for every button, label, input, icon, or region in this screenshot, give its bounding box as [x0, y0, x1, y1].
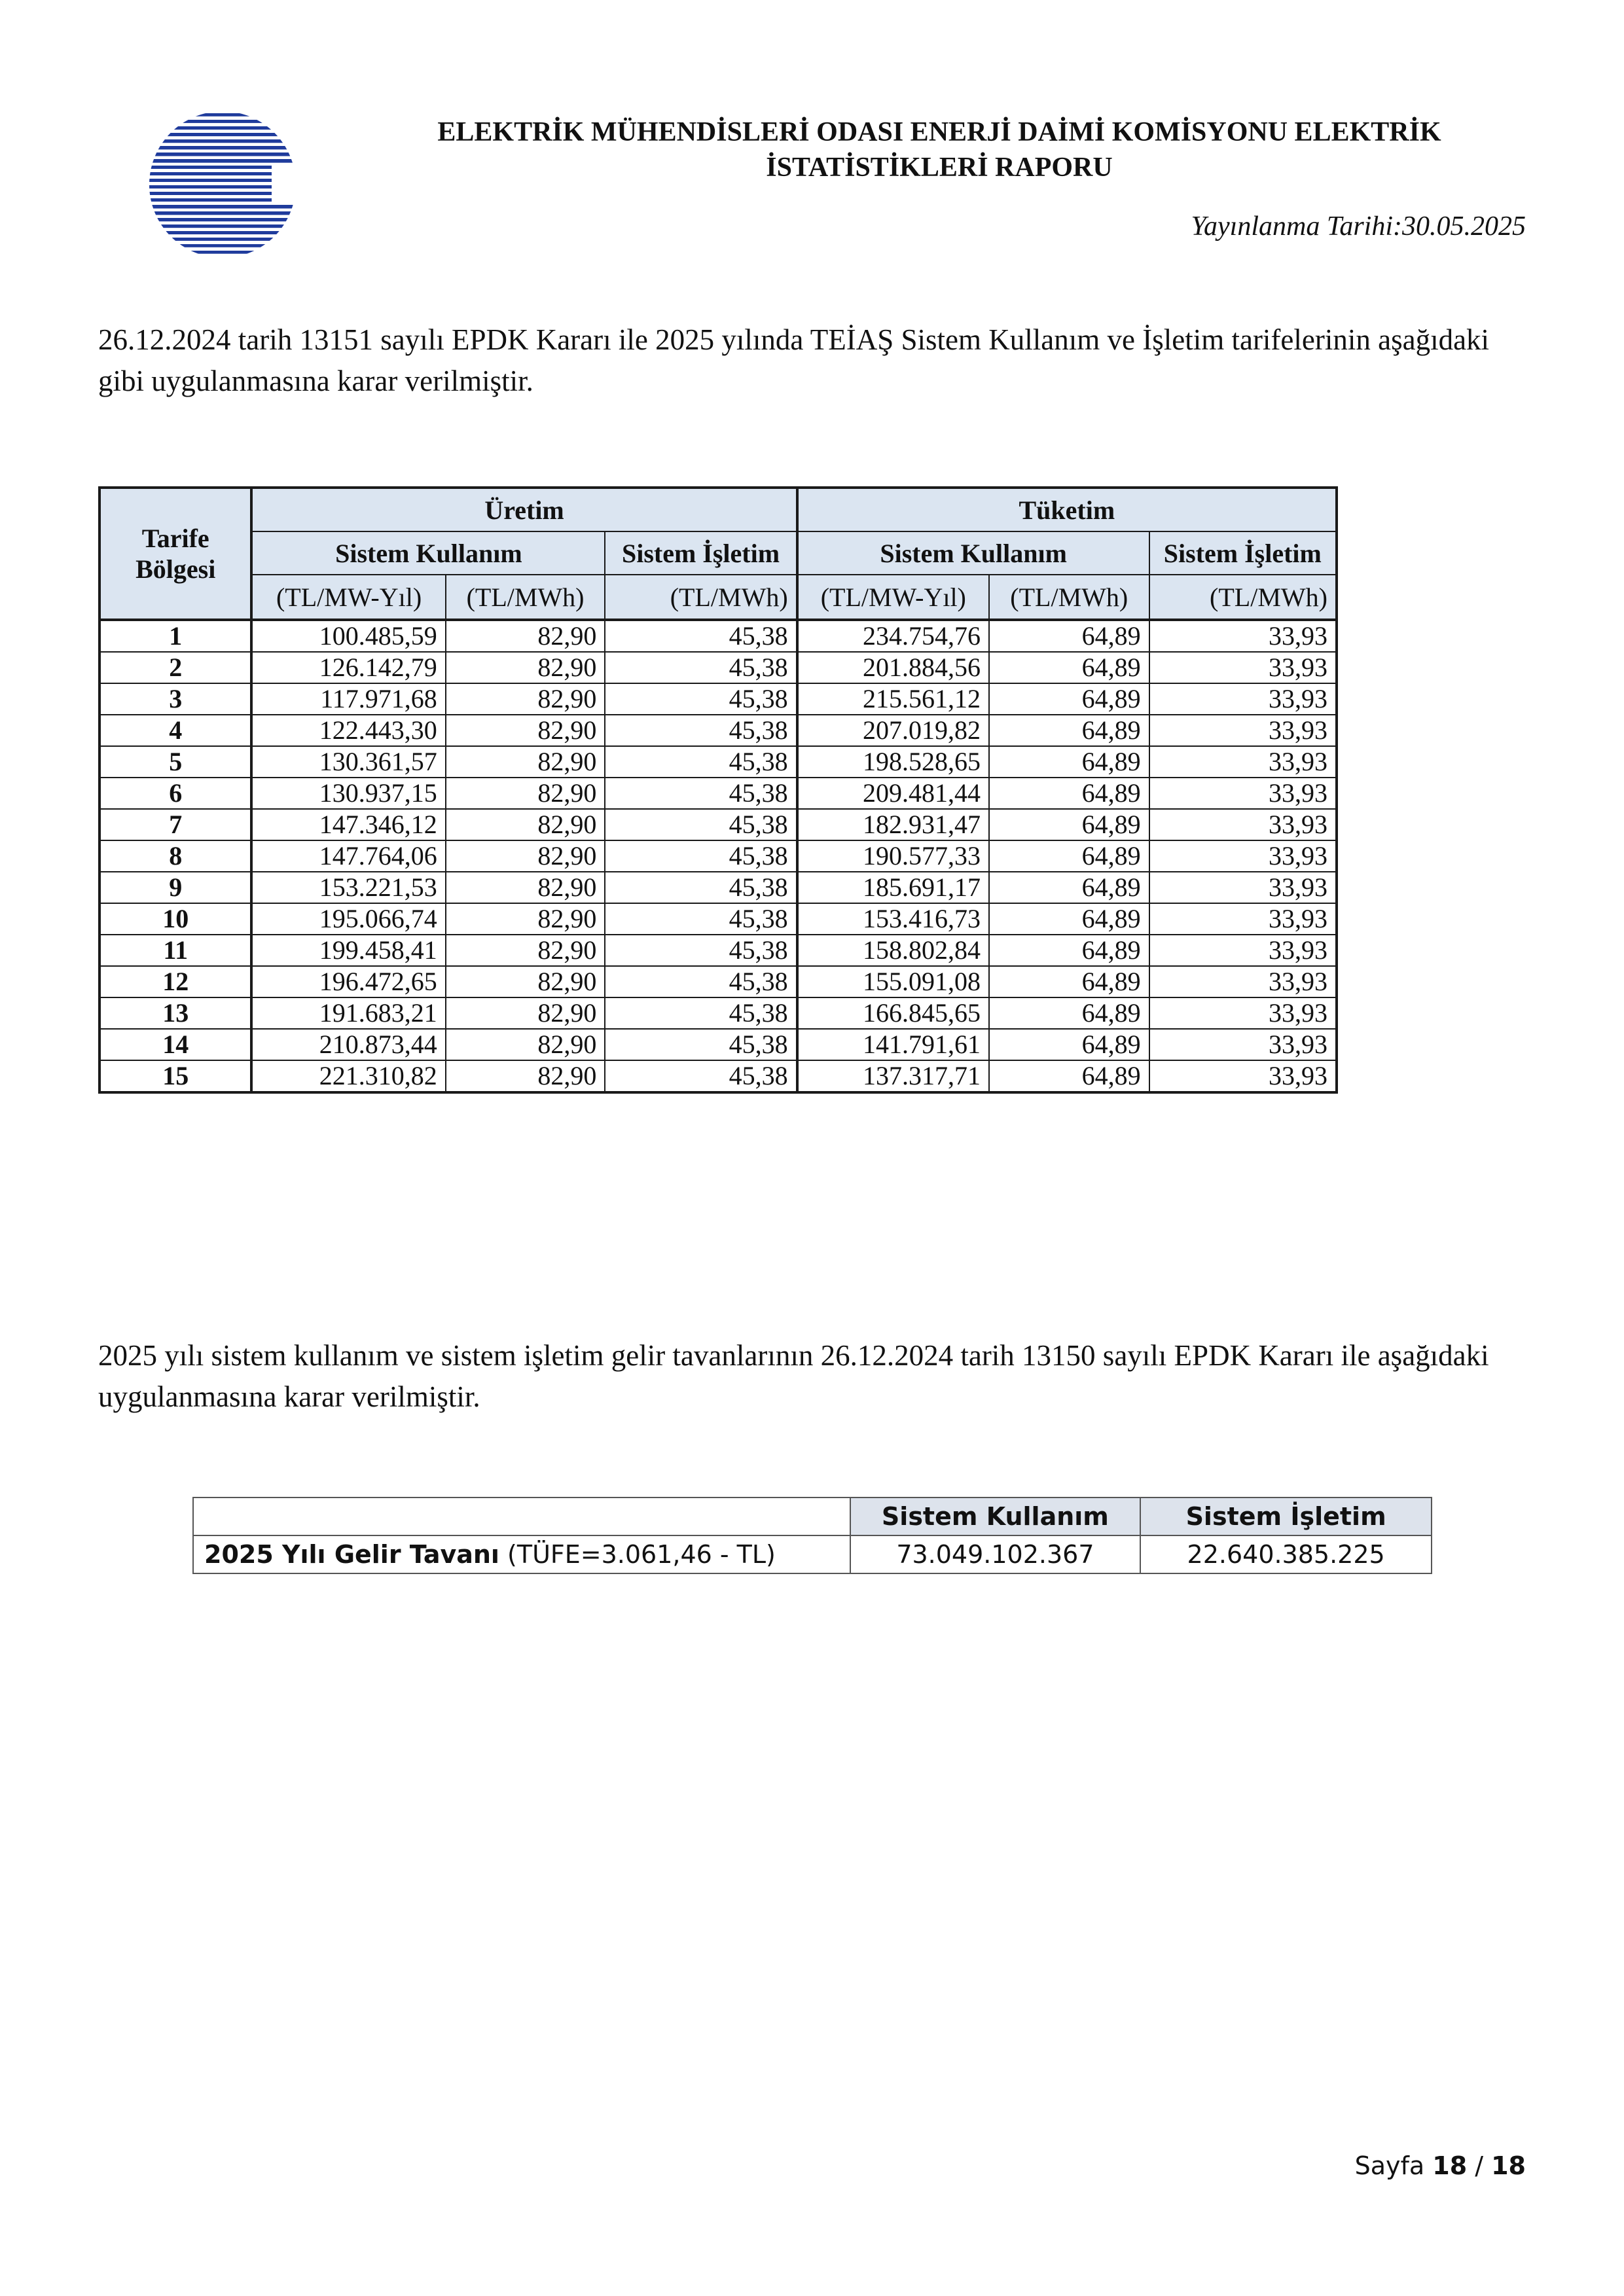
production-operation-cell: 45,38 — [605, 966, 797, 997]
region-cell: 15 — [99, 1060, 251, 1092]
consumption-usage-mw-cell: 207.019,82 — [797, 715, 989, 746]
production-usage-mwh-cell: 82,90 — [446, 715, 605, 746]
region-cell: 6 — [99, 778, 251, 809]
logo-stripe — [118, 146, 327, 149]
production-usage-mw-cell: 100.485,59 — [251, 620, 445, 652]
production-usage-mw-cell: 196.472,65 — [251, 966, 445, 997]
production-usage-mwh-cell: 82,90 — [446, 1060, 605, 1092]
unit-header: (TL/MW-Yıl) — [251, 575, 445, 620]
consumption-usage-mwh-cell: 64,89 — [989, 966, 1149, 997]
production-usage-mw-cell: 122.443,30 — [251, 715, 445, 746]
production-usage-mwh-cell: 82,90 — [446, 935, 605, 966]
table-row — [99, 997, 1337, 1029]
consumption-usage-mwh-cell: 64,89 — [989, 683, 1149, 715]
table-row — [99, 809, 1337, 840]
region-cell: 1 — [99, 620, 251, 652]
production-usage-mw-cell: 199.458,41 — [251, 935, 445, 966]
report-title — [353, 115, 1525, 185]
table-row — [99, 778, 1337, 809]
consumption-usage-mw-cell: 185.691,17 — [797, 872, 989, 903]
revenue-usage-value: 73.049.102.367 — [850, 1535, 1141, 1573]
consumption-operation-cell: 33,93 — [1149, 683, 1337, 715]
table-row — [99, 683, 1337, 715]
consumption-usage-mw-cell: 182.931,47 — [797, 809, 989, 840]
consumption-usage-mw-cell: 215.561,12 — [797, 683, 989, 715]
region-cell: 10 — [99, 903, 251, 935]
consumption-operation-cell: 33,93 — [1149, 809, 1337, 840]
region-header — [99, 488, 251, 620]
region-cell: 12 — [99, 966, 251, 997]
region-cell: 14 — [99, 1029, 251, 1060]
unit-header: (TL/MWh) — [605, 575, 797, 620]
logo-stripe — [118, 166, 272, 169]
logo-stripe — [118, 113, 327, 117]
production-usage-mwh-cell: 82,90 — [446, 840, 605, 872]
consumption-usage-header: Sistem Kullanım — [797, 531, 1149, 575]
table-row — [99, 620, 1337, 652]
consumption-operation-cell: 33,93 — [1149, 778, 1337, 809]
consumption-usage-mw-cell: 209.481,44 — [797, 778, 989, 809]
production-operation-cell: 45,38 — [605, 1060, 797, 1092]
table-row — [99, 872, 1337, 903]
consumption-usage-mw-cell: 153.416,73 — [797, 903, 989, 935]
page-sep: / — [1467, 2151, 1492, 2180]
region-cell: 11 — [99, 935, 251, 966]
region-cell: 8 — [99, 840, 251, 872]
production-usage-mw-cell: 130.361,57 — [251, 746, 445, 778]
region-cell: 4 — [99, 715, 251, 746]
production-usage-mw-cell: 210.873,44 — [251, 1029, 445, 1060]
production-operation-cell: 45,38 — [605, 683, 797, 715]
production-usage-mwh-cell: 82,90 — [446, 778, 605, 809]
production-usage-mwh-cell: 82,90 — [446, 809, 605, 840]
logo-stripe — [118, 238, 327, 241]
production-usage-mwh-cell: 82,90 — [446, 1029, 605, 1060]
consumption-operation-cell: 33,93 — [1149, 966, 1337, 997]
region-cell: 5 — [99, 746, 251, 778]
logo-stripe — [118, 120, 327, 123]
production-operation-cell: 45,38 — [605, 746, 797, 778]
production-usage-mw-cell: 221.310,82 — [251, 1060, 445, 1092]
production-usage-mwh-cell: 82,90 — [446, 872, 605, 903]
production-usage-mwh-cell: 82,90 — [446, 903, 605, 935]
revenue-operation-header: Sistem İşletim — [1140, 1498, 1432, 1535]
production-operation-cell: 45,38 — [605, 652, 797, 683]
consumption-operation-cell: 33,93 — [1149, 872, 1337, 903]
production-operation-header: Sistem İşletim — [605, 531, 797, 575]
consumption-usage-mw-cell: 137.317,71 — [797, 1060, 989, 1092]
production-usage-mw-cell: 117.971,68 — [251, 683, 445, 715]
consumption-usage-mw-cell: 166.845,65 — [797, 997, 989, 1029]
consumption-usage-mwh-cell: 64,89 — [989, 935, 1149, 966]
revenue-operation-value: 22.640.385.225 — [1140, 1535, 1432, 1573]
report-title-line2: İSTATİSTİKLERİ RAPORU — [766, 152, 1113, 183]
production-operation-cell: 45,38 — [605, 778, 797, 809]
table-row — [99, 903, 1337, 935]
production-operation-cell: 45,38 — [605, 903, 797, 935]
production-usage-mw-cell: 147.346,12 — [251, 809, 445, 840]
revenue-table — [192, 1497, 1432, 1574]
consumption-operation-cell: 33,93 — [1149, 840, 1337, 872]
region-cell: 13 — [99, 997, 251, 1029]
consumption-operation-cell: 33,93 — [1149, 746, 1337, 778]
consumption-usage-mw-cell: 155.091,08 — [797, 966, 989, 997]
production-usage-mw-cell: 126.142,79 — [251, 652, 445, 683]
production-usage-mwh-cell: 82,90 — [446, 652, 605, 683]
consumption-operation-cell: 33,93 — [1149, 620, 1337, 652]
consumption-operation-cell: 33,93 — [1149, 1029, 1337, 1060]
revenue-row-label-bold: 2025 Yılı Gelir Tavanı — [204, 1540, 499, 1569]
consumption-usage-mwh-cell: 64,89 — [989, 809, 1149, 840]
consumption-usage-mwh-cell: 64,89 — [989, 620, 1149, 652]
logo-stripe — [118, 185, 272, 188]
consumption-operation-cell: 33,93 — [1149, 715, 1337, 746]
table-row — [99, 1029, 1337, 1060]
consumption-usage-mwh-cell: 64,89 — [989, 872, 1149, 903]
logo-stripe — [118, 218, 327, 221]
revenue-row-label-rest: (TÜFE=3.061,46 - TL) — [499, 1540, 776, 1569]
consumption-usage-mwh-cell: 64,89 — [989, 746, 1149, 778]
consumption-usage-mwh-cell: 64,89 — [989, 903, 1149, 935]
consumption-group-header: Tüketim — [797, 488, 1337, 531]
logo-stripe — [118, 192, 272, 195]
production-operation-cell: 45,38 — [605, 809, 797, 840]
consumption-usage-mw-cell: 198.528,65 — [797, 746, 989, 778]
unit-header: (TL/MWh) — [989, 575, 1149, 620]
logo-stripe — [118, 205, 327, 209]
production-operation-cell: 45,38 — [605, 935, 797, 966]
consumption-usage-mwh-cell: 64,89 — [989, 1060, 1149, 1092]
consumption-operation-cell: 33,93 — [1149, 997, 1337, 1029]
logo-stripe — [118, 152, 327, 156]
table-row — [99, 746, 1337, 778]
production-usage-header: Sistem Kullanım — [251, 531, 605, 575]
table-row — [99, 840, 1337, 872]
logo-stripe — [118, 159, 327, 163]
table-row — [99, 652, 1337, 683]
production-usage-mw-cell: 147.764,06 — [251, 840, 445, 872]
logo-stripe — [118, 126, 327, 130]
intro-paragraph: 26.12.2024 tarih 13151 sayılı EPDK Kararı ile 2025 yılında TEİAŞ Sistem Kullanım ve İşletim tarifelerinin aşağıdaki gibi uygulanmasına karar verilmiştir. — [98, 323, 1490, 397]
unit-header: (TL/MWh) — [1149, 575, 1337, 620]
logo-stripe — [118, 179, 272, 182]
production-usage-mw-cell: 153.221,53 — [251, 872, 445, 903]
report-title-line1: ELEKTRİK MÜHENDİSLERİ ODASI ENERJİ DAİMİ KOMİSYONU ELEKTRİK — [437, 117, 1441, 147]
revenue-row-label — [193, 1535, 850, 1573]
consumption-operation-cell: 33,93 — [1149, 1060, 1337, 1092]
page-word: Sayfa — [1354, 2151, 1433, 2180]
logo-stripe — [118, 172, 272, 175]
region-cell: 3 — [99, 683, 251, 715]
production-usage-mw-cell: 191.683,21 — [251, 997, 445, 1029]
consumption-operation-cell: 33,93 — [1149, 652, 1337, 683]
logo-stripe — [118, 224, 327, 228]
production-usage-mwh-cell: 82,90 — [446, 620, 605, 652]
table-row — [99, 1060, 1337, 1092]
production-operation-cell: 45,38 — [605, 840, 797, 872]
production-usage-mw-cell: 130.937,15 — [251, 778, 445, 809]
production-operation-cell: 45,38 — [605, 620, 797, 652]
consumption-usage-mwh-cell: 64,89 — [989, 715, 1149, 746]
consumption-operation-cell: 33,93 — [1149, 935, 1337, 966]
consumption-usage-mwh-cell: 64,89 — [989, 1029, 1149, 1060]
consumption-usage-mwh-cell: 64,89 — [989, 652, 1149, 683]
consumption-usage-mw-cell: 201.884,56 — [797, 652, 989, 683]
logo-stripe — [118, 198, 272, 202]
consumption-usage-mw-cell: 190.577,33 — [797, 840, 989, 872]
consumption-usage-mwh-cell: 64,89 — [989, 840, 1149, 872]
production-usage-mwh-cell: 82,90 — [446, 966, 605, 997]
logo-stripe — [118, 139, 327, 143]
logo-stripe — [118, 211, 327, 215]
region-cell: 7 — [99, 809, 251, 840]
region-cell: 2 — [99, 652, 251, 683]
consumption-operation-cell: 33,93 — [1149, 903, 1337, 935]
consumption-operation-header: Sistem İşletim — [1149, 531, 1337, 575]
region-header-label: Tarife Bölgesi — [135, 524, 216, 584]
production-operation-cell: 45,38 — [605, 1029, 797, 1060]
emo-logo — [118, 108, 327, 262]
table-row — [99, 966, 1337, 997]
region-cell: 9 — [99, 872, 251, 903]
consumption-usage-mwh-cell: 64,89 — [989, 997, 1149, 1029]
revenue-blank-header — [193, 1498, 850, 1535]
tariff-table — [98, 486, 1338, 1094]
table-row — [99, 715, 1337, 746]
production-operation-cell: 45,38 — [605, 997, 797, 1029]
consumption-usage-mw-cell: 234.754,76 — [797, 620, 989, 652]
page-current: 18 — [1432, 2151, 1468, 2180]
logo-stripe — [118, 231, 327, 234]
production-usage-mwh-cell: 82,90 — [446, 683, 605, 715]
consumption-usage-mwh-cell: 64,89 — [989, 778, 1149, 809]
consumption-usage-mw-cell: 141.791,61 — [797, 1029, 989, 1060]
logo-stripe — [118, 251, 327, 254]
production-usage-mwh-cell: 82,90 — [446, 746, 605, 778]
revenue-usage-header: Sistem Kullanım — [850, 1498, 1141, 1535]
logo-stripe — [118, 133, 327, 136]
consumption-usage-mw-cell: 158.802,84 — [797, 935, 989, 966]
page-total: 18 — [1491, 2151, 1526, 2180]
logo-stripe — [118, 244, 327, 247]
production-operation-cell: 45,38 — [605, 872, 797, 903]
production-usage-mw-cell: 195.066,74 — [251, 903, 445, 935]
production-usage-mwh-cell: 82,90 — [446, 997, 605, 1029]
unit-header: (TL/MWh) — [446, 575, 605, 620]
production-group-header: Üretim — [251, 488, 797, 531]
unit-header: (TL/MW-Yıl) — [797, 575, 989, 620]
table-row — [99, 935, 1337, 966]
revenue-paragraph: 2025 yılı sistem kullanım ve sistem işletim gelir tavanlarının 26.12.2024 tarih 13150 sayılı EPDK Kararı ile aşağıdaki uygulanmasına karar verilmiştir. — [98, 1339, 1489, 1413]
publication-date: Yayınlanma Tarihi:30.05.2025 — [1191, 211, 1526, 242]
production-operation-cell: 45,38 — [605, 715, 797, 746]
page-number — [1355, 2151, 1526, 2180]
